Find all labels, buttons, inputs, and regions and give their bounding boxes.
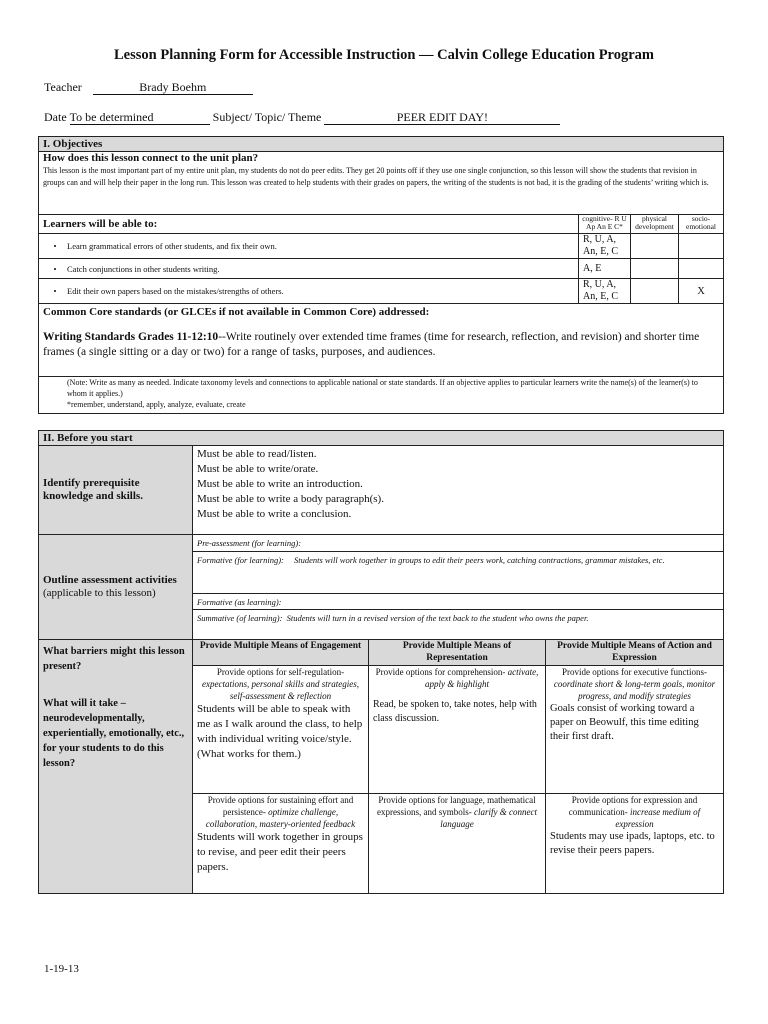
development-question: What will it take – neurodevelopmentally, experientially, emotionally, etc., for your students to do this lesson?	[43, 698, 185, 769]
bullet-icon: •	[53, 286, 57, 296]
udl-lead: Provide options for self-regulation-	[216, 667, 345, 677]
udl-italic: optimize challenge, collaboration, mastery-oriented feedback	[205, 807, 356, 829]
assessment-sub: (applicable to this lesson)	[43, 587, 156, 599]
taxonomy-footnote: *remember, understand, apply, analyze, evaluate, create	[67, 400, 246, 409]
udl-action-cell	[546, 666, 724, 794]
pre-assessment: Pre-assessment (for learning):	[193, 535, 724, 552]
teacher-value: Brady Boehm	[93, 81, 253, 95]
formative-as: Formative (as learning):	[193, 594, 724, 610]
prereq-item: Must be able to write/orate.	[197, 463, 319, 475]
objective-cognitive: R, U, A, An, E, C	[579, 279, 631, 304]
before-table	[38, 430, 724, 894]
before-section-title: II. Before you start	[39, 431, 724, 446]
prereq-item: Must be able to write a body paragraph(s).	[197, 493, 384, 505]
standards-name: Writing Standards Grades 11-12:10	[43, 331, 219, 343]
subject-value: PEER EDIT DAY!	[324, 111, 560, 125]
objective-physical	[631, 234, 679, 259]
objective-cognitive: R, U, A, An, E, C	[579, 234, 631, 259]
barriers-question: What barriers might this lesson present?	[43, 646, 185, 672]
udl-italic: coordinate short & long-term goals, monitor progress, and modify strategies	[553, 679, 716, 701]
udl-lead: Provide options for language, mathematical expressions, and symbols-	[377, 795, 536, 817]
bullet-icon: •	[53, 241, 57, 251]
udl-italic: expectations, personal skills and strategies, self-assessment & reflection	[202, 679, 359, 701]
udl-italic: activate, apply & highlight	[425, 667, 539, 689]
objectives-table	[38, 136, 724, 414]
col-cognitive: cognitive- R U Ap An E C*	[579, 215, 631, 234]
standards-text: --Write routinely over extended time frames (time for research, reflection, and revision) and shorter time frames (a single sitting or a day or two) for a range of tasks, purposes, and audiences.	[43, 331, 700, 358]
objective-row	[39, 279, 724, 304]
objective-text: Learn grammatical errors of other students, and fix their own.	[67, 241, 277, 251]
assessment-label: Outline assessment activities	[43, 574, 177, 586]
udl-italic: increase medium of expression	[615, 807, 701, 829]
formative-for-label: Formative (for learning):	[197, 555, 284, 565]
udl-representation-cell	[369, 666, 546, 794]
objective-socio	[679, 259, 724, 279]
udl-answer: Students may use ipads, laptops, etc. to revise their peers papers.	[550, 831, 715, 856]
date-value: To be determined	[70, 111, 210, 125]
assessment-label-cell	[39, 535, 193, 640]
unit-connection-answer: This lesson is the most important part of my entire unit plan, my students do not do peer edits. They get 20 points off if they use one single conjunction, so this lesson will show the students that revision in groups can and will help their paper in the long run. This lesson was created to help students with their grades on papers, the writing of the students is not bad, it is the grading of the students’ writing which is.	[43, 166, 709, 187]
udl-lead: Provide options for expression and communication-	[568, 795, 698, 817]
page-title: Lesson Planning Form for Accessible Instruction — Calvin College Education Program	[114, 47, 654, 63]
udl-effort-cell	[193, 794, 369, 894]
udl-lead: Provide options for executive functions-	[562, 667, 707, 677]
objective-physical	[631, 279, 679, 304]
formative-for-cell	[193, 552, 724, 594]
prereq-list	[193, 446, 724, 535]
subject-label: Subject/ Topic/ Theme	[212, 110, 322, 124]
standards-label: Common Core standards (or GLCEs if not available in Common Core) addressed:	[43, 306, 430, 318]
footer-date-code: 1-19-13	[44, 963, 79, 975]
prereq-label: Identify prerequisite knowledge and skills.	[39, 446, 193, 535]
note-cell	[39, 377, 724, 414]
objective-text: Catch conjunctions in other students writing.	[67, 263, 220, 274]
col-socio: socio- emotional	[679, 215, 724, 234]
objective-socio	[679, 234, 724, 259]
teacher-label: Teacher	[44, 80, 82, 94]
udl-language-cell	[369, 794, 546, 894]
objective-row	[39, 234, 724, 259]
udl-engagement-cell	[193, 666, 369, 794]
udl-header-engagement: Provide Multiple Means of Engagement	[193, 640, 369, 666]
udl-lead: Provide options for sustaining effort and persistence-	[207, 795, 354, 817]
prereq-item: Must be able to write an introduction.	[197, 478, 363, 490]
objective-cognitive: A, E	[579, 259, 631, 279]
udl-answer: Students will be able to speak with me as I walk around the class, to help with individual writing voice/style. (What works for them.)	[197, 703, 363, 760]
col-physical: physical development	[631, 215, 679, 234]
udl-italic: clarify & connect language	[440, 807, 537, 829]
barriers-cell	[39, 640, 193, 894]
unit-connection-question: How does this lesson connect to the unit plan?	[43, 152, 259, 164]
unit-connection-cell	[39, 152, 724, 215]
udl-answer: Goals consist of working toward a paper on Beowulf, this time editing their first draft.	[550, 703, 699, 742]
udl-lead: Provide options for comprehension-	[375, 667, 506, 677]
objective-physical	[631, 259, 679, 279]
objective-text: Edit their own papers based on the mistakes/strengths of others.	[67, 286, 284, 296]
date-label: Date	[44, 110, 67, 124]
teacher-line	[44, 80, 253, 95]
udl-header-action: Provide Multiple Means of Action and Expression	[546, 640, 724, 666]
udl-expression-cell	[546, 794, 724, 894]
standards-cell	[39, 304, 724, 377]
udl-answer: Students will work together in groups to revise, and peer edit their peers papers.	[197, 831, 363, 873]
prereq-item: Must be able to read/listen.	[197, 448, 317, 460]
formative-for-text: Students will work together in groups to edit their peers work, catching contractions, grammar mistakes, etc.	[294, 555, 665, 565]
date-line	[44, 110, 560, 125]
udl-header-representation: Provide Multiple Means of Representation	[369, 640, 546, 666]
objective-socio: X	[679, 279, 724, 304]
summative-label: Summative (of learning):	[197, 613, 283, 623]
note-text: (Note: Write as many as needed. Indicate taxonomy levels and connections to applicable national or state standards. If an objective applies to particular learners write the name(s) of the learner(s) to whom it applies.)	[67, 378, 698, 398]
summative-text: Students will turn in a revised version of the text back to the student who owns the paper.	[286, 613, 589, 623]
objective-row	[39, 259, 724, 279]
bullet-icon: •	[53, 263, 57, 274]
summative-cell	[193, 610, 724, 640]
prereq-item: Must be able to write a conclusion.	[197, 508, 352, 520]
objectives-section-title: I. Objectives	[39, 137, 724, 152]
udl-answer: Read, be spoken to, take notes, help with class discussion.	[373, 699, 537, 724]
learners-label: Learners will be able to:	[39, 215, 579, 234]
